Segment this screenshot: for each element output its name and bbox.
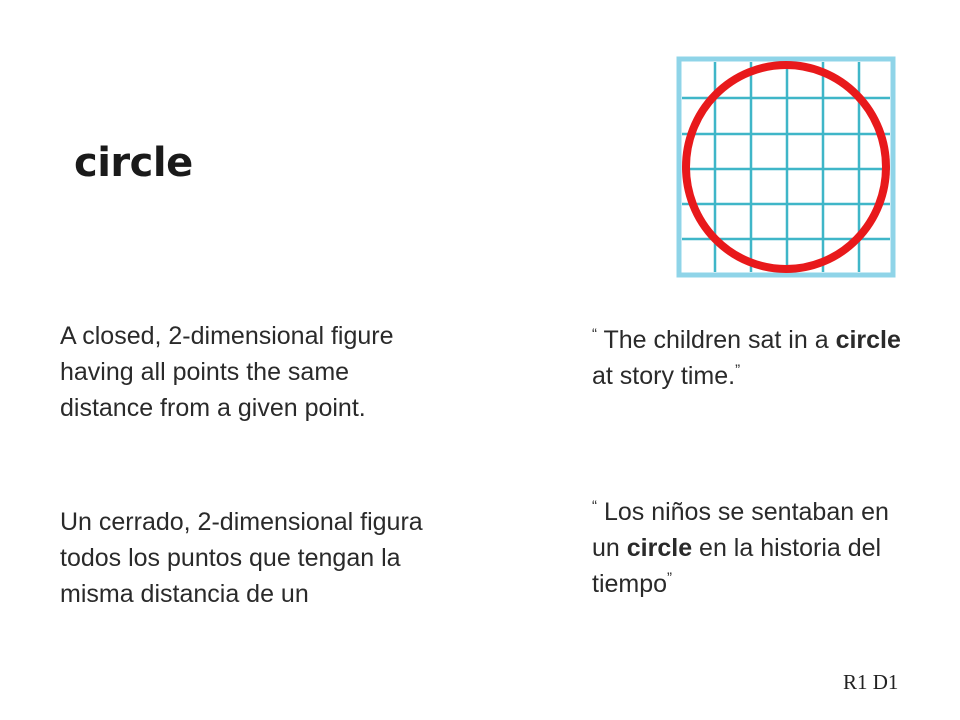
circle-on-grid-icon (676, 56, 896, 278)
example-keyword: circle (835, 326, 901, 354)
example-sentence-english (592, 322, 912, 394)
definition-english: A closed, 2-dimensional figure having all points the same distance from a given point. (60, 322, 394, 422)
close-quote: ” (735, 361, 741, 379)
open-quote: “ (592, 497, 597, 515)
example-text-before: Los niños se sentaban en un (592, 498, 889, 562)
example-sentence-spanish (592, 494, 892, 602)
example-text-before: The children sat in a (597, 326, 836, 354)
example-text-after: en la historia del tiempo (592, 534, 882, 598)
reference-code: R1 D1 (843, 670, 899, 694)
example-text-after: at story time. (592, 362, 736, 390)
close-quote: ” (667, 569, 673, 587)
definition-spanish: Un cerrado, 2-dimensional figura todos los puntos que tengan la misma distancia de un (60, 508, 423, 608)
page-title: circle (74, 140, 193, 186)
example-keyword: circle (626, 534, 693, 562)
open-quote: “ (592, 325, 597, 343)
